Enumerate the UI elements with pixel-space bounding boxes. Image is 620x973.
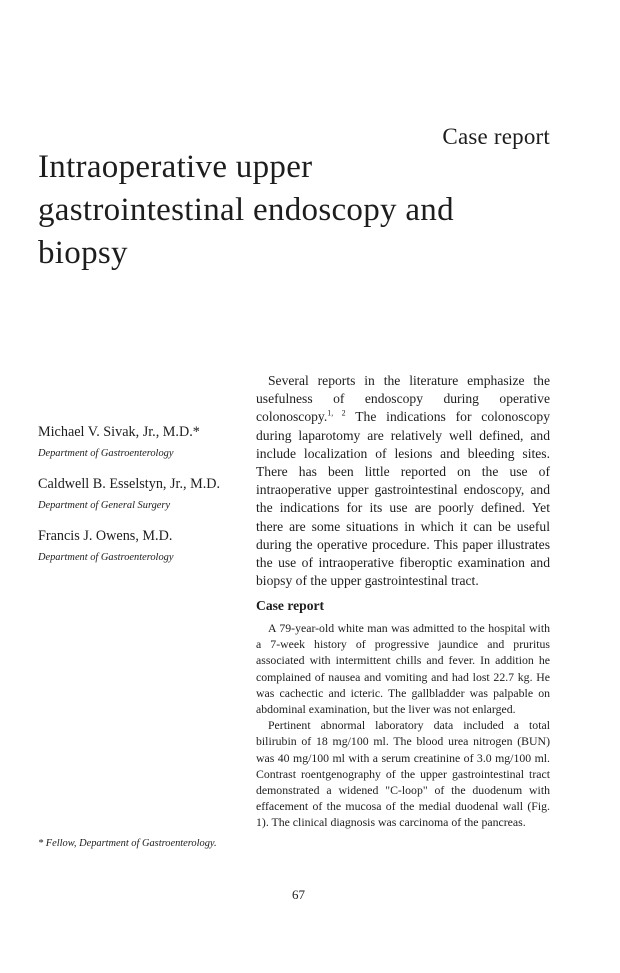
intro-text-part1: Several reports in the literature emphasize the usefulness of endoscopy during operative colonoscopy.	[256, 373, 550, 425]
case-paragraph: Pertinent abnormal laboratory data included a total bilirubin of 18 mg/100 ml. The blood urea nitrogen (BUN) was 40 mg/100 ml with a serum creatinine of 3.0 mg/100 ml. Contrast roentgenography of the upper gastrointestinal tract demonstrated a widened "C-loop" of the duodenum with effacement of the mucosa of the medial duodenal wall (Fig. 1). The clinical diagnosis was carcinoma of the pancreas.	[256, 718, 550, 830]
intro-paragraph	[256, 372, 550, 590]
author-list	[38, 423, 253, 579]
case-paragraph: A 79-year-old white man was admitted to the hospital with a 7-week history of progressive jaundice and pruritus associated with intermittent chills and fever. In addition he complained of nausea and vomiting and had lost 22.7 kg. He was cachectic and icteric. The gallbladder was palpable on abdominal examination, but the liver was not enlarged.	[256, 621, 550, 717]
author-name: Francis J. Owens, M.D.	[38, 528, 173, 544]
page-number: 67	[292, 887, 305, 902]
author-name: Caldwell B. Esselstyn, Jr., M.D.	[38, 476, 221, 492]
case-report-heading: Case report	[256, 598, 325, 613]
section-label: Case report	[442, 124, 550, 149]
article-title: Intraoperative upper gastrointestinal endoscopy and biopsy	[38, 149, 454, 271]
author-name: Michael V. Sivak, Jr., M.D.*	[38, 424, 200, 440]
case-report-body	[256, 620, 550, 831]
author-affiliation: Department of Gastroenterology	[38, 552, 174, 563]
reference-citation: 1, 2	[327, 408, 346, 418]
intro-text-part2: The indications for colonoscopy during laparotomy are relatively well defined, and include localization of lesions and bleeding sites. There has been little reported on the use of intraoperative upper gastrointestinal endoscopy, and the indications for its use are poorly defined. Yet there are some situations in which it can be useful during the operative procedure. This paper illustrates the use of intraoperative fiberoptic examination and biopsy of the upper gastrointestinal tract.	[256, 409, 551, 589]
author-affiliation: Department of General Surgery	[38, 500, 171, 511]
author-affiliation: Department of Gastroenterology	[38, 448, 174, 459]
author-footnote: * Fellow, Department of Gastroenterology.	[38, 838, 217, 849]
